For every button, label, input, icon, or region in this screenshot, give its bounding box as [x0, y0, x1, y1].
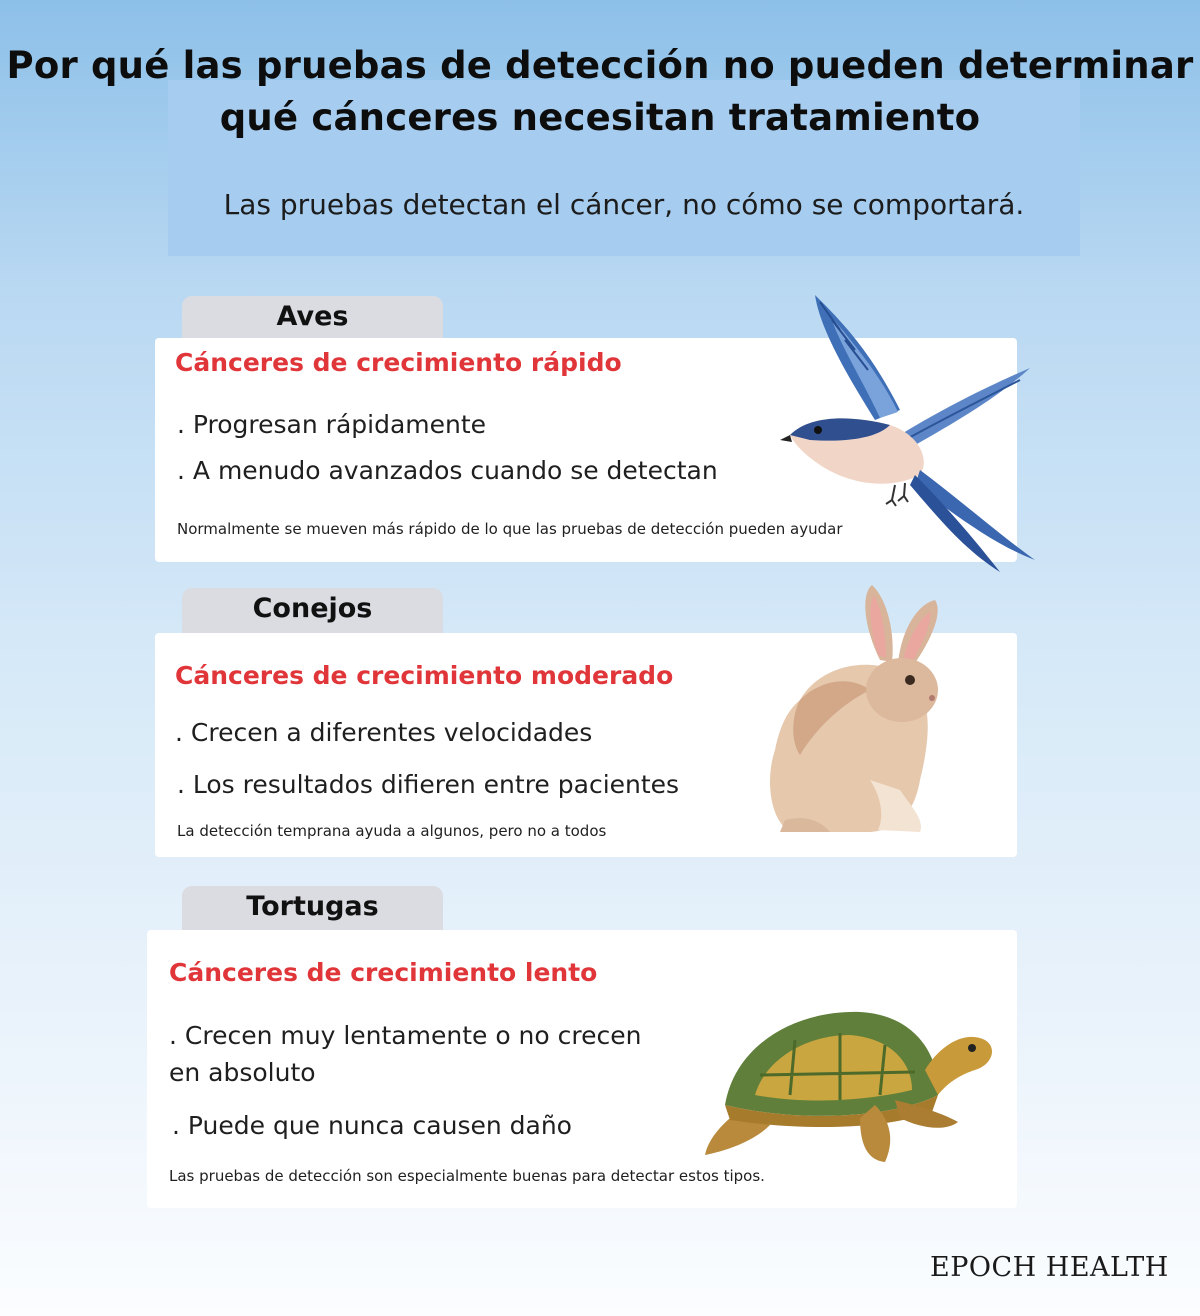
bullet-item: en absoluto — [169, 1058, 316, 1087]
tab-aves: Aves — [182, 296, 443, 344]
turtle-icon — [700, 1000, 1000, 1170]
page-subtitle: Las pruebas detectan el cáncer, no cómo se comportará. — [223, 188, 1025, 221]
bullet-item: . Crecen muy lentamente o no crecen — [169, 1021, 642, 1050]
card-heading: Cánceres de crecimiento lento — [169, 958, 598, 987]
bullet-item: . Progresan rápidamente — [177, 410, 487, 439]
bullet-item: . Puede que nunca causen daño — [172, 1111, 572, 1140]
tab-conejos: Conejos — [182, 588, 443, 636]
tab-tortugas: Tortugas — [182, 886, 443, 934]
page-title: Por qué las pruebas de detección no pueden determinar qué cánceres necesitan tratamiento — [6, 44, 1194, 139]
bullet-item: . Crecen a diferentes velocidades — [175, 718, 593, 747]
rabbit-icon — [760, 580, 960, 835]
card-heading: Cánceres de crecimiento rápido — [175, 348, 622, 377]
brand-logo: EPOCH HEALTH — [930, 1252, 1169, 1283]
card-note: Las pruebas de detección son especialmente buenas para detectar estos tipos. — [169, 1167, 765, 1185]
card-note: Normalmente se mueven más rápido de lo que las pruebas de detección pueden ayudar — [177, 520, 843, 538]
bullet-item: . Los resultados difieren entre pacientes — [177, 770, 680, 799]
bird-icon — [780, 290, 1040, 575]
card-note: La detección temprana ayuda a algunos, pero no a todos — [177, 822, 607, 840]
bullet-item: . A menudo avanzados cuando se detectan — [177, 456, 718, 485]
card-heading: Cánceres de crecimiento moderado — [175, 661, 674, 690]
